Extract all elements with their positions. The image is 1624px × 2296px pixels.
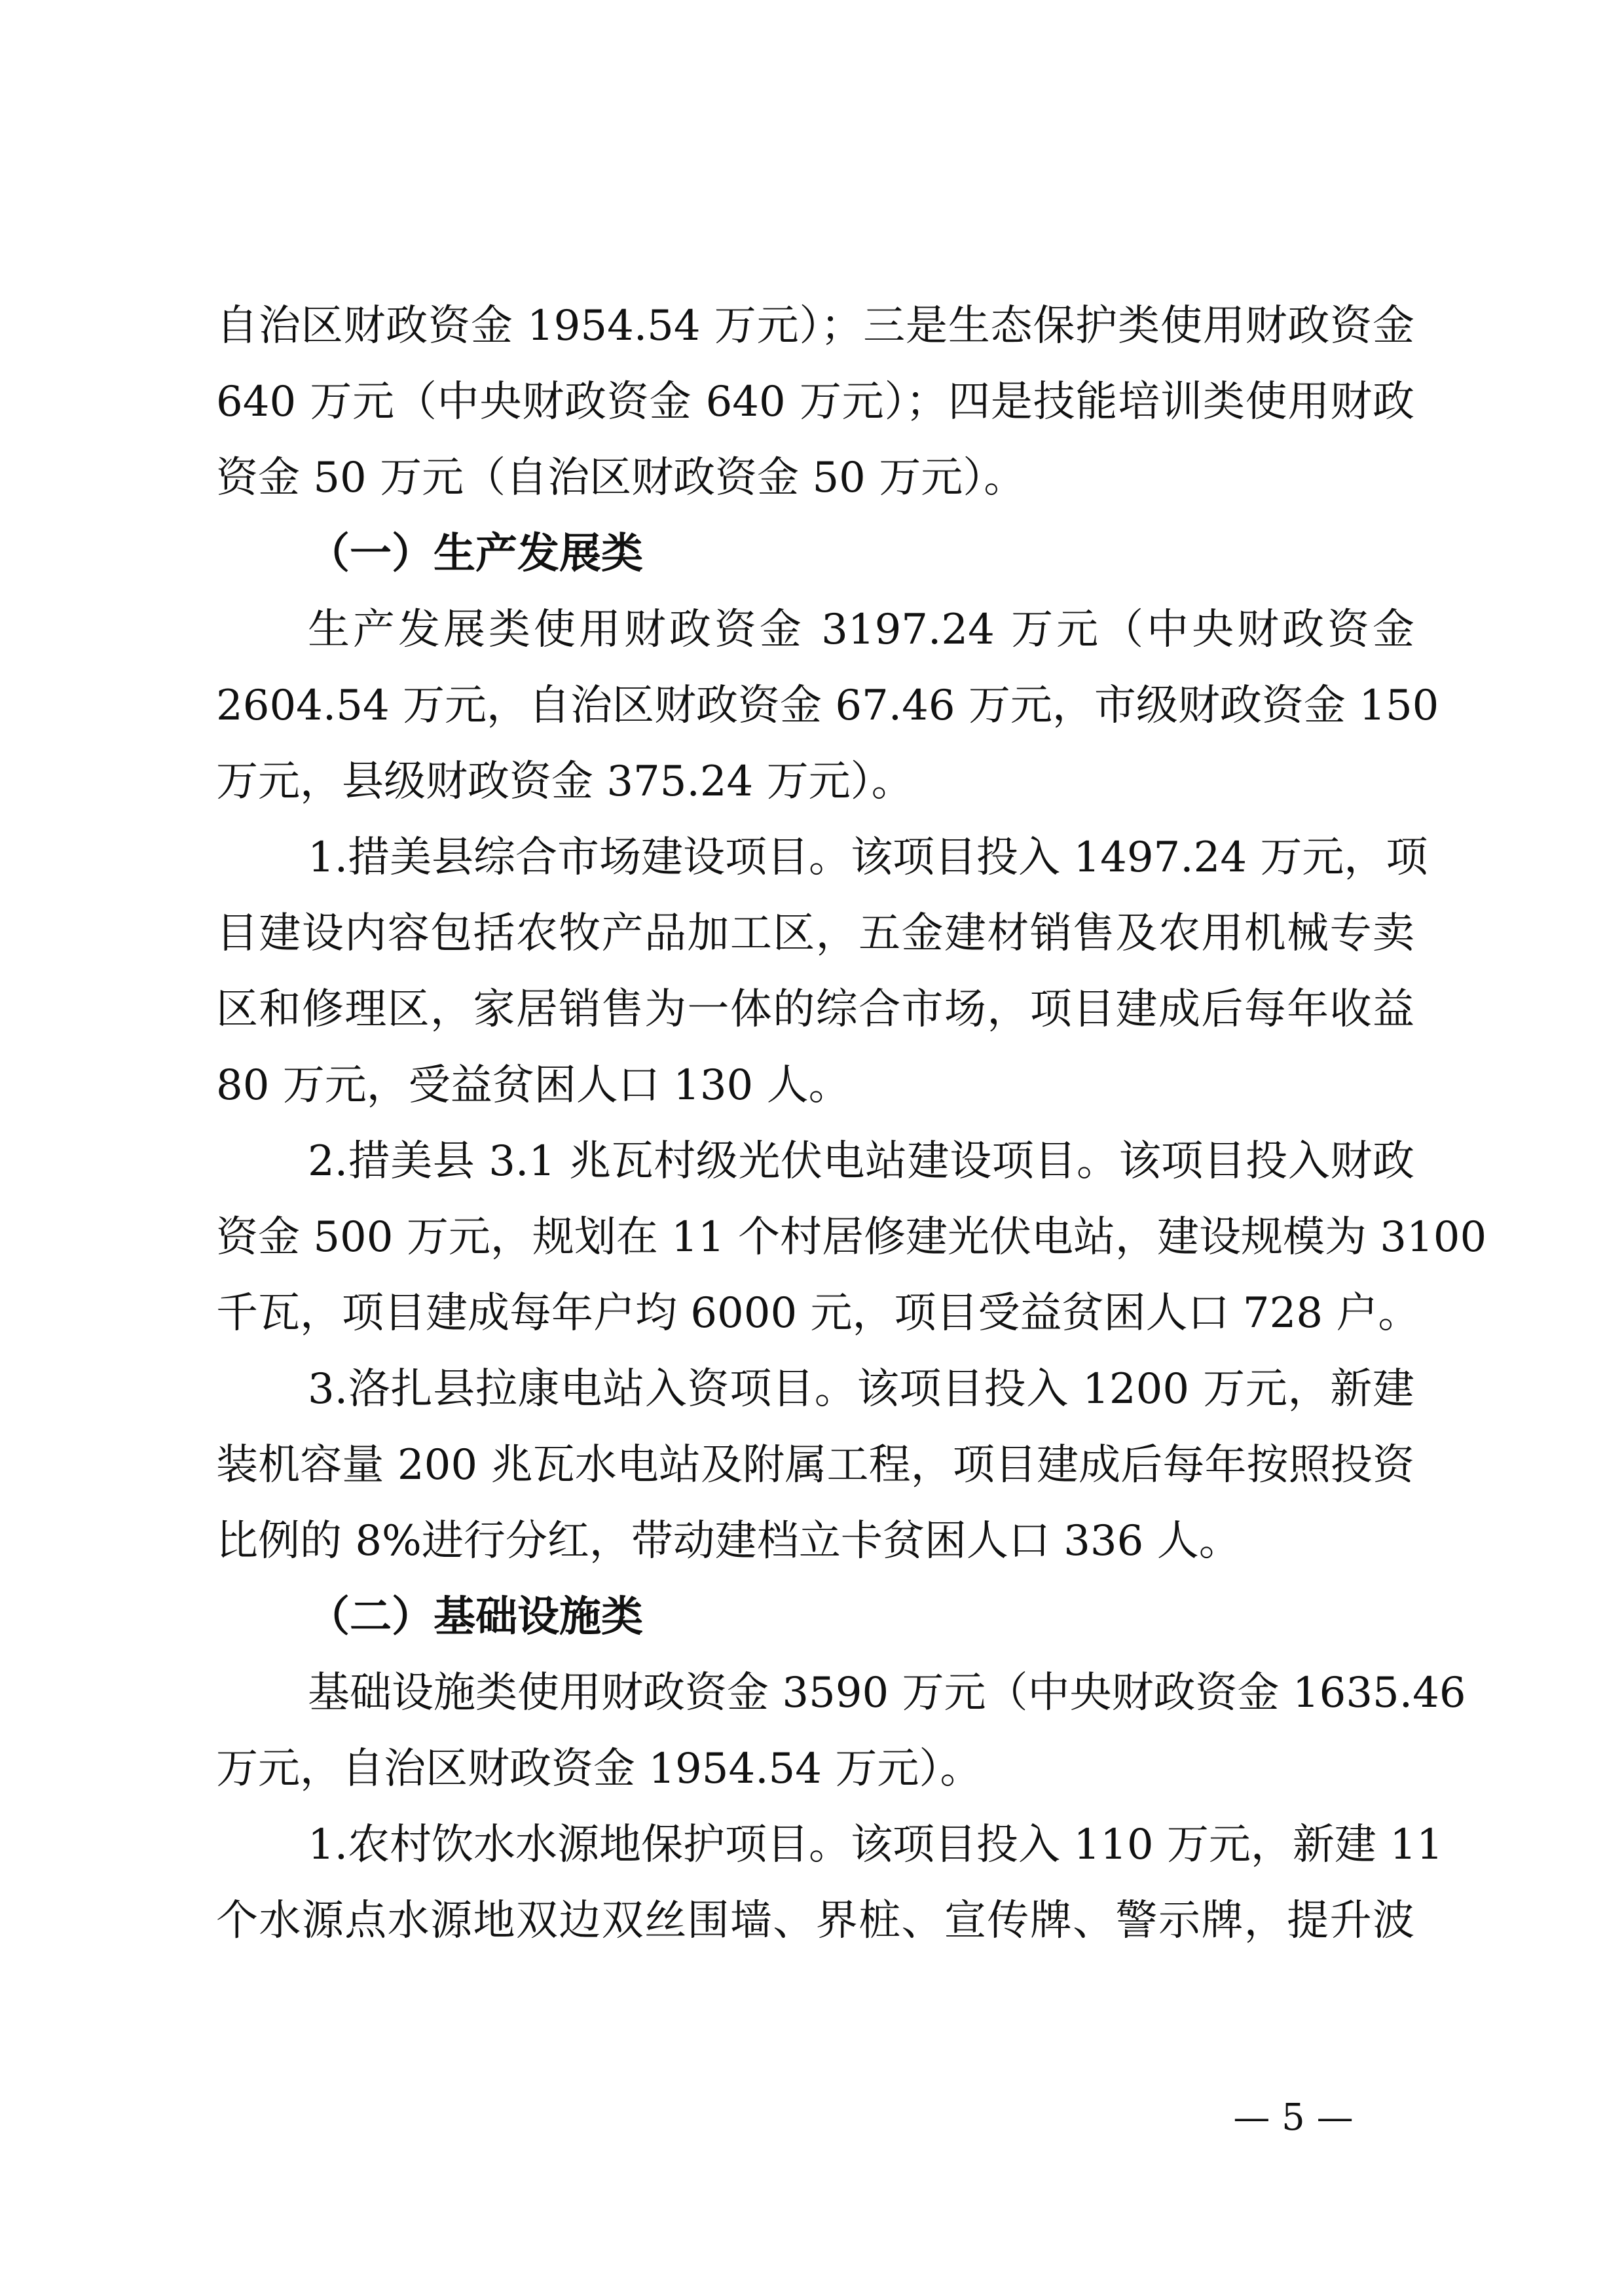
text-line: 生产发展类使用财政资金 3197.24 万元（中央财政资金 — [308, 606, 1414, 654]
text-line: 640 万元（中央财政资金 640 万元）；四是技能培训类使用财政 — [216, 378, 1414, 426]
text-line: 2.措美县 3.1 兆瓦村级光伏电站建设项目。该项目投入财政 — [308, 1137, 1414, 1186]
text-line: 基础设施类使用财政资金 3590 万元（中央财政资金 1635.46 — [308, 1669, 1466, 1717]
text-line: 万元，自治区财政资金 1954.54 万元）。 — [216, 1745, 982, 1793]
text-line: 个水源点水源地双边双丝围墙、界桩、宣传牌、警示牌，提升波 — [216, 1897, 1414, 1945]
text-line: 目建设内容包括农牧产品加工区，五金建材销售及农用机械专卖 — [216, 909, 1414, 958]
text-line: 2604.54 万元，自治区财政资金 67.46 万元，市级财政资金 150 — [216, 682, 1439, 730]
text-line: 千瓦，项目建成每年户均 6000 元，项目受益贫困人口 728 户。 — [216, 1289, 1420, 1338]
text-line: 1.措美县综合市场建设项目。该项目投入 1497.24 万元，项 — [308, 833, 1428, 882]
text-line: 资金 500 万元，规划在 11 个村居修建光伏电站，建设规模为 3100 — [216, 1213, 1487, 1262]
text-line: 资金 50 万元（自治区财政资金 50 万元）。 — [216, 454, 1026, 502]
section-heading: （二）基础设施类 — [308, 1592, 643, 1641]
text-line: 比例的 8%进行分红，带动建档立卡贫困人口 336 人。 — [216, 1517, 1241, 1565]
section-heading: （一）生产发展类 — [308, 529, 643, 578]
page-number: — 5 — — [1233, 2096, 1354, 2139]
text-line: 装机容量 200 兆瓦水电站及附属工程，项目建成后每年按照投资 — [216, 1441, 1414, 1489]
text-line: 区和修理区，家居销售为一体的综合市场，项目建成后每年收益 — [216, 985, 1414, 1034]
text-line: 80 万元，受益贫困人口 130 人。 — [216, 1061, 851, 1110]
text-line: 万元，县级财政资金 375.24 万元）。 — [216, 757, 913, 806]
text-line: 1.农村饮水水源地保护项目。该项目投入 110 万元，新建 11 — [308, 1821, 1443, 1869]
text-line: 3.洛扎县拉康电站入资项目。该项目投入 1200 万元，新建 — [308, 1365, 1414, 1413]
text-line: 自治区财政资金 1954.54 万元）；三是生态保护类使用财政资金 — [216, 302, 1414, 350]
